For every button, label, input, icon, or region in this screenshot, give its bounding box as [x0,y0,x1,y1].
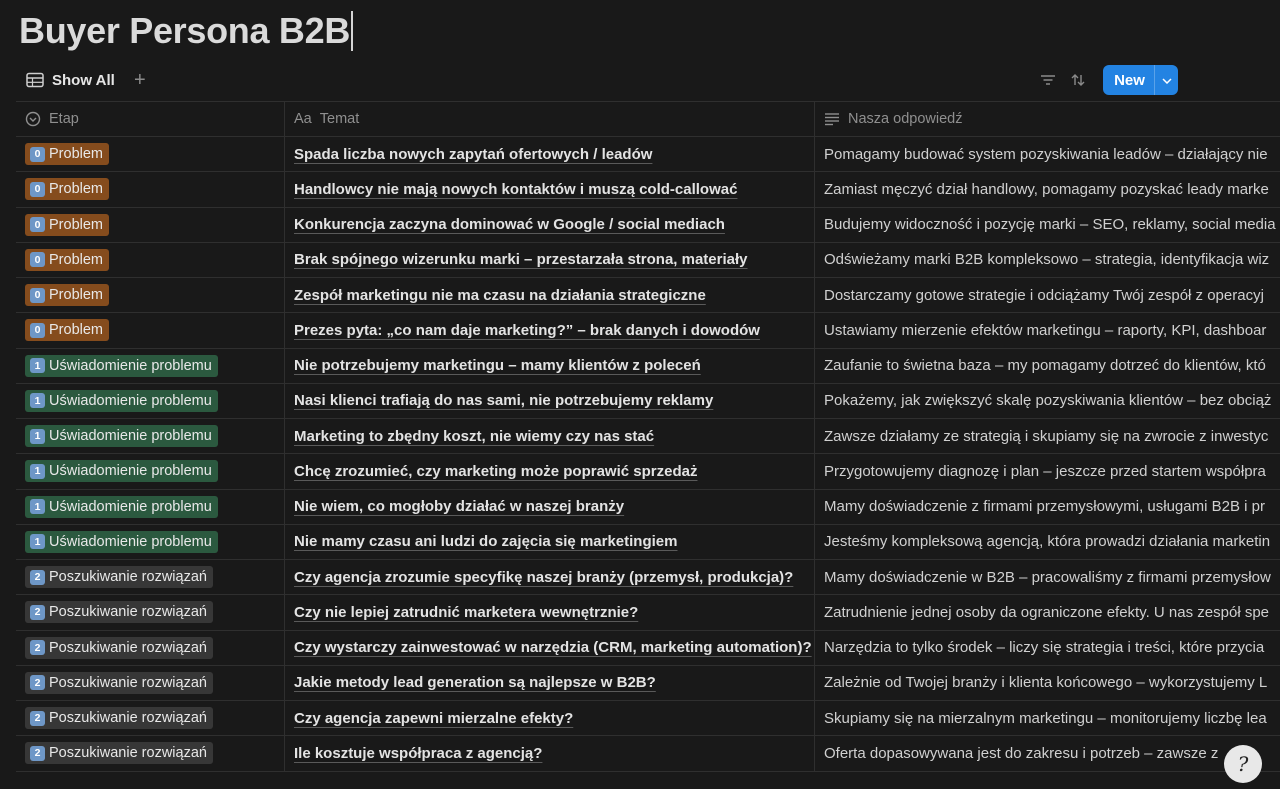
stage-tag [25,460,218,482]
answer-text: Mamy doświadczenie z firmami przemysłowymi, usługami B2B i pr [824,498,1265,516]
stage-tag [25,496,218,518]
stage-label: Poszukiwanie rozwiązań [49,639,207,656]
column-header-temat[interactable] [285,102,815,136]
answer-text: Skupiamy się na mierzalnym marketingu – monitorujemy liczbę lea [824,709,1267,727]
table-row[interactable] [16,349,1280,384]
answer-cell[interactable] [815,278,1280,312]
stage-label: Problem [49,181,103,198]
answer-text: Zatrudnienie jednej osoby da ograniczone efekty. U nas zespół spe [824,603,1269,621]
answer-cell[interactable] [815,137,1280,171]
answer-text: Zamiast męczyć dział handlowy, pomagamy pozyskać leady marke [824,180,1269,198]
stage-tag [25,355,218,377]
stage-cell[interactable] [16,243,285,277]
keycap-number-icon: 2 [30,640,45,655]
stage-cell[interactable] [16,490,285,524]
answer-cell[interactable] [815,384,1280,418]
stage-cell[interactable] [16,736,285,770]
topic-cell[interactable] [285,595,815,629]
stage-tag [25,742,213,764]
topic-cell[interactable] [285,490,815,524]
topic-title[interactable]: Nie mamy czasu ani ludzi do zajęcia się marketingiem [294,533,678,551]
stage-cell[interactable] [16,525,285,559]
answer-text: Jesteśmy kompleksową agencją, która prowadzi działania marketin [824,533,1271,551]
topic-cell[interactable] [285,208,815,242]
topic-cell[interactable] [285,701,815,735]
topic-cell[interactable] [285,243,815,277]
column-header-label: Etap [49,111,79,127]
answer-text: Przygotowujemy diagnozę i plan – jeszcze przed startem współpra [824,462,1266,480]
answer-cell[interactable] [815,208,1280,242]
topic-cell[interactable] [285,525,815,559]
answer-cell[interactable] [815,419,1280,453]
stage-cell[interactable] [16,208,285,242]
keycap-number-icon: 0 [30,323,45,338]
chevron-down-icon [1162,71,1172,89]
table-row[interactable] [16,137,1280,172]
stage-tag [25,249,109,271]
stage-tag [25,637,213,659]
table-row[interactable] [16,701,1280,736]
stage-tag [25,178,109,200]
topic-title[interactable]: Czy agencja zrozumie specyfikę naszej branży (przemysł, produkcja)? [294,568,794,586]
stage-tag [25,214,109,236]
table-row[interactable] [16,313,1280,348]
table-row[interactable] [16,419,1280,454]
stage-label: Poszukiwanie rozwiązań [49,745,207,762]
answer-cell[interactable] [815,595,1280,629]
keycap-number-icon: 2 [30,746,45,761]
help-icon: ? [1237,752,1249,776]
topic-title[interactable]: Ile kosztuje współpraca z agencją? [294,744,543,762]
database-table [16,101,1280,772]
topic-cell[interactable] [285,419,815,453]
view-tab-show-all[interactable] [18,68,123,93]
answer-text: Pokażemy, jak zwiększyć skalę pozyskiwania klientów – bez obciąż [824,392,1272,410]
keycap-number-icon: 1 [30,393,45,408]
stage-cell[interactable] [16,631,285,665]
answer-text: Mamy doświadczenie w B2B – pracowaliśmy z firmami przemysłow [824,568,1271,586]
topic-title[interactable]: Jakie metody lead generation są najlepsze w B2B? [294,674,656,692]
stage-label: Problem [49,322,103,339]
stage-label: Poszukiwanie rozwiązań [49,569,207,586]
answer-text: Zaufanie to świetna baza – my pomagamy dotrzeć do klientów, któ [824,357,1266,375]
topic-title[interactable]: Handlowcy nie mają nowych kontaktów i muszą cold-callować [294,180,738,198]
help-button[interactable] [1224,745,1262,783]
keycap-number-icon: 0 [30,182,45,197]
topic-cell[interactable] [285,278,815,312]
table-row[interactable] [16,560,1280,595]
stage-cell[interactable] [16,595,285,629]
stage-label: Poszukiwanie rozwiązań [49,710,207,727]
topic-title[interactable]: Marketing to zbędny koszt, nie wiemy czy nas stać [294,427,655,445]
topic-cell[interactable] [285,666,815,700]
new-button-group [1103,65,1178,95]
table-row[interactable] [16,631,1280,666]
stage-label: Poszukiwanie rozwiązań [49,604,207,621]
topic-cell[interactable] [285,736,815,770]
stage-label: Poszukiwanie rozwiązań [49,674,207,691]
keycap-number-icon: 1 [30,534,45,549]
stage-cell[interactable] [16,349,285,383]
stage-label: Problem [49,251,103,268]
page-title[interactable] [19,10,353,52]
table-row[interactable] [16,525,1280,560]
add-view-button[interactable] [129,69,151,91]
answer-text: Pomagamy budować system pozyskiwania leadów – działający nie [824,145,1268,163]
new-dropdown-button[interactable] [1154,65,1178,95]
table-row[interactable] [16,208,1280,243]
stage-tag [25,284,109,306]
stage-tag [25,672,213,694]
stage-tag [25,601,213,623]
stage-cell[interactable] [16,172,285,206]
keycap-number-icon: 1 [30,429,45,444]
stage-label: Uświadomienie problemu [49,428,212,445]
answer-cell[interactable] [815,172,1280,206]
topic-cell[interactable] [285,560,815,594]
stage-label: Problem [49,146,103,163]
answer-text: Oferta dopasowywana jest do zakresu i potrzeb – zawsze z [824,744,1219,762]
stage-tag [25,566,213,588]
column-header-etap[interactable] [16,102,285,136]
keycap-number-icon: 0 [30,217,45,232]
text-lines-icon [824,112,840,126]
keycap-number-icon: 1 [30,499,45,514]
new-button[interactable]: New [1114,71,1145,89]
topic-title[interactable]: Czy wystarczy zainwestować w narzędzia (CRM, marketing automation)? [294,639,812,657]
topic-cell[interactable] [285,313,815,347]
stage-tag [25,707,213,729]
stage-cell[interactable] [16,419,285,453]
topic-cell[interactable] [285,349,815,383]
topic-title[interactable]: Spada liczba nowych zapytań ofertowych / leadów [294,145,653,163]
topic-title[interactable]: Nie potrzebujemy marketingu – mamy klientów z poleceń [294,357,701,375]
table-body [16,137,1280,772]
keycap-number-icon: 2 [30,570,45,585]
table-row[interactable] [16,490,1280,525]
table-row[interactable] [16,736,1280,771]
table-row[interactable] [16,172,1280,207]
table-row[interactable] [16,384,1280,419]
stage-cell[interactable] [16,137,285,171]
answer-text: Ustawiamy mierzenie efektów marketingu – raporty, KPI, dashboar [824,321,1267,339]
answer-cell[interactable] [815,243,1280,277]
column-header-odpowiedz[interactable] [815,102,1280,136]
answer-text: Zależnie od Twojej branży i klienta końcowego – wykorzystujemy L [824,674,1268,692]
keycap-number-icon: 0 [30,252,45,267]
stage-cell[interactable] [16,666,285,700]
keycap-number-icon: 0 [30,288,45,303]
table-row[interactable] [16,454,1280,489]
topic-title[interactable]: Nasi klienci trafiają do nas sami, nie potrzebujemy reklamy [294,392,714,410]
stage-cell[interactable] [16,384,285,418]
answer-cell[interactable] [815,349,1280,383]
stage-cell[interactable] [16,560,285,594]
topic-title[interactable]: Nie wiem, co mogłoby działać w naszej branży [294,498,625,516]
keycap-number-icon: 2 [30,675,45,690]
answer-cell[interactable] [815,631,1280,665]
table-row[interactable] [16,243,1280,278]
text-cursor [351,11,353,51]
view-tab-label: Show All [52,71,115,89]
stage-label: Problem [49,287,103,304]
answer-cell[interactable] [815,701,1280,735]
stage-label: Problem [49,216,103,233]
column-header-label: Nasza odpowiedź [848,111,963,127]
stage-label: Uświadomienie problemu [49,533,212,550]
answer-text: Dostarczamy gotowe strategie i odciążamy Twój zespół z operacyj [824,286,1264,304]
stage-label: Uświadomienie problemu [49,392,212,409]
keycap-number-icon: 2 [30,605,45,620]
keycap-number-icon: 1 [30,464,45,479]
page-title-text: Buyer Persona B2B [19,10,351,51]
topic-title[interactable]: Prezes pyta: „co nam daje marketing?” – brak danych i dowodów [294,321,760,339]
topic-title[interactable]: Chcę zrozumieć, czy marketing może poprawić sprzedaż [294,462,698,480]
answer-text: Narzędzia to tylko środek – liczy się strategia i treści, które przycia [824,639,1265,657]
answer-cell[interactable] [815,454,1280,488]
select-icon [25,111,41,127]
keycap-number-icon: 0 [30,147,45,162]
stage-tag [25,425,218,447]
table-row[interactable] [16,666,1280,701]
stage-cell[interactable] [16,701,285,735]
column-header-label: Temat [319,111,360,127]
view-bar [18,64,151,96]
keycap-number-icon: 2 [30,711,45,726]
answer-cell[interactable] [815,525,1280,559]
answer-text: Zawsze działamy ze strategią i skupiamy się na zwrocie z inwestyc [824,427,1269,445]
stage-tag [25,390,218,412]
table-header [16,101,1280,137]
table-icon [26,72,44,88]
stage-label: Uświadomienie problemu [49,498,212,515]
topic-title[interactable]: Zespół marketingu nie ma czasu na działania strategiczne [294,286,706,304]
topic-title[interactable]: Czy agencja zapewni mierzalne efekty? [294,709,574,727]
answer-cell[interactable] [815,313,1280,347]
answer-cell[interactable] [815,560,1280,594]
topic-cell[interactable] [285,384,815,418]
topic-title[interactable]: Czy nie lepiej zatrudnić marketera wewnętrznie? [294,603,639,621]
table-row[interactable] [16,278,1280,313]
table-row[interactable] [16,595,1280,630]
answer-cell[interactable] [815,666,1280,700]
stage-cell[interactable] [16,278,285,312]
sort-icon[interactable] [1068,70,1088,90]
topic-cell[interactable] [285,172,815,206]
topic-cell[interactable] [285,137,815,171]
topic-cell[interactable] [285,454,815,488]
topic-title[interactable]: Konkurencja zaczyna dominować w Google / social mediach [294,216,725,234]
stage-tag [25,143,109,165]
filter-icon[interactable] [1038,70,1058,90]
stage-cell[interactable] [16,313,285,347]
answer-text: Budujemy widoczność i pozycję marki – SEO, reklamy, social media [824,216,1276,234]
answer-cell[interactable] [815,736,1280,770]
stage-tag [25,531,218,553]
answer-cell[interactable] [815,490,1280,524]
keycap-number-icon: 1 [30,358,45,373]
stage-cell[interactable] [16,454,285,488]
stage-tag [25,319,109,341]
plus-icon: + [133,68,146,91]
topic-cell[interactable] [285,631,815,665]
stage-label: Uświadomienie problemu [49,357,212,374]
stage-label: Uświadomienie problemu [49,463,212,480]
topic-title[interactable]: Brak spójnego wizerunku marki – przestarzała strona, materiały [294,251,748,269]
answer-text: Odświeżamy marki B2B kompleksowo – strategia, identyfikacja wiz [824,251,1270,269]
title-property-icon: Aa [294,111,312,127]
